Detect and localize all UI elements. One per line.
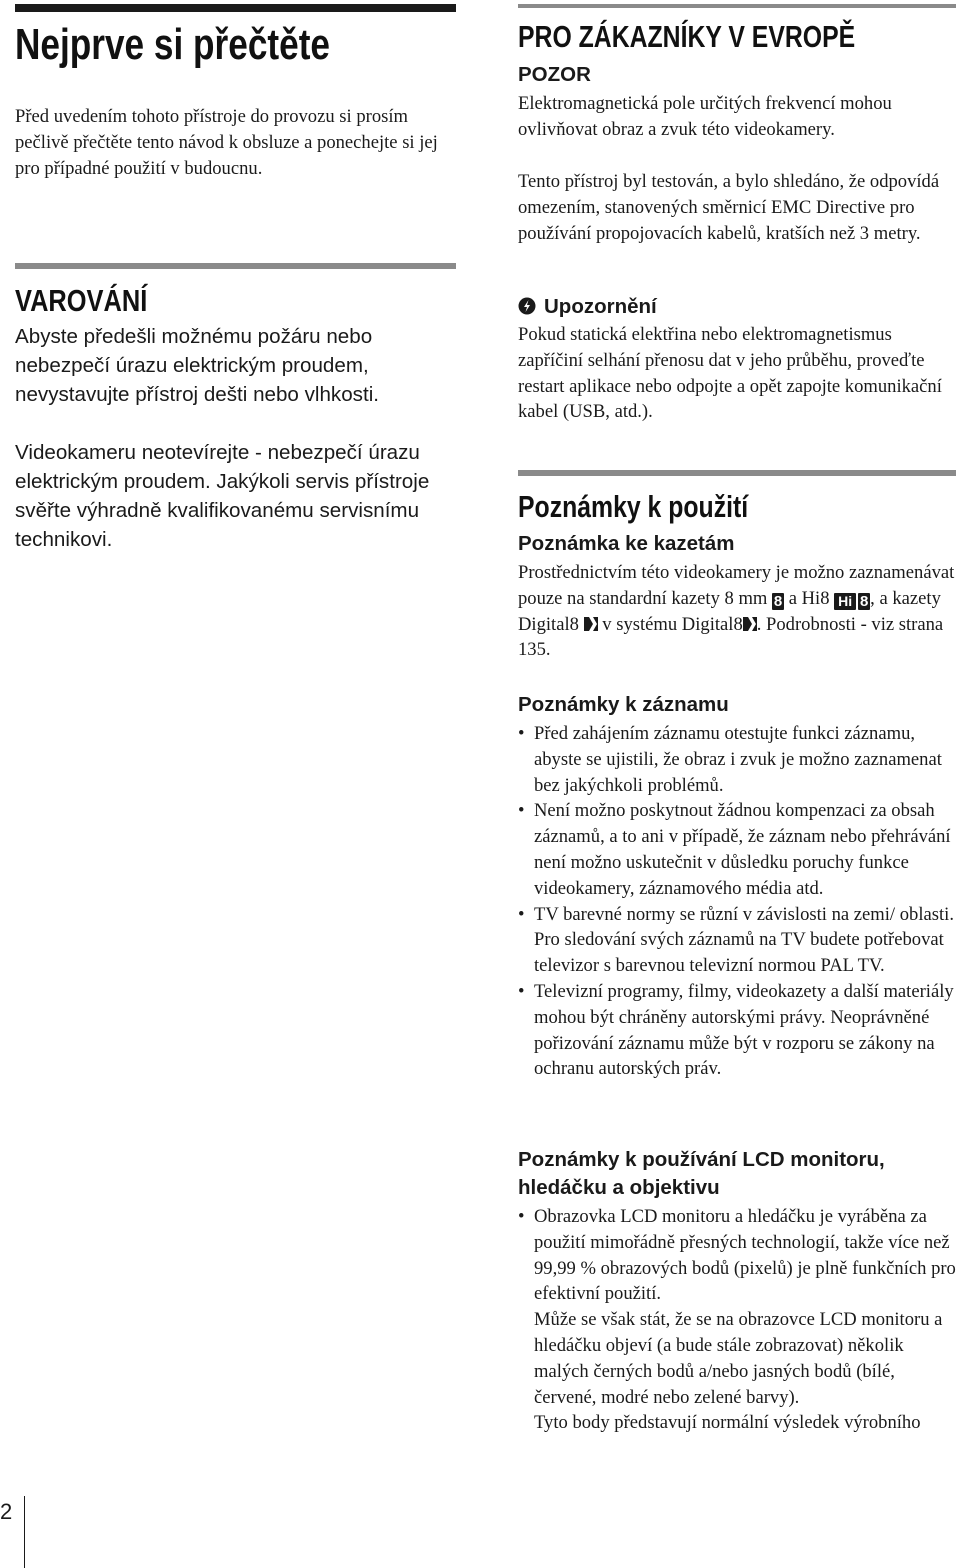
list-item: • Televizní programy, filmy, videokazety a další materiály mohou být chráněny autorskými právy. Neoprávněné pořizování záznamu může být v rozporu se zákony na ochranu autorských práv.	[518, 979, 958, 1082]
list-item: • TV barevné normy se různí v závislosti na zemi/ oblasti. Pro sledování svých záznamů na TV budete potřebovat televizor s barevnou televizní normou PAL TV.	[518, 902, 958, 979]
pozor-text: Elektromagnetická pole určitých frekvencí mohou ovlivňovat obraz a zvuk této videokamery.	[518, 93, 892, 140]
list-item: • Není možno poskytnout žádnou kompenzaci za obsah záznamů, a to ani v případě, že záznam nebo přehrávání není možno uskutečnit v důsledku poruchy funkce videokamery, záznamového média atd.	[518, 798, 958, 901]
lcd-text-3: Tyto body představují normální výsledek výrobního	[534, 1412, 921, 1434]
notes-heading: Poznámky k použití	[518, 489, 749, 524]
notes-rule	[518, 470, 956, 476]
page-title: Nejprve si přečtěte	[15, 20, 330, 69]
warning-text-1: Abyste předešli možnému požáru nebo nebezpečí úrazu elektrickým proudem, nevystavujte přístroj dešti nebo vlhkosti.	[15, 325, 380, 406]
caution-icon	[518, 297, 536, 315]
title-rule	[15, 4, 456, 12]
intro-text: Před uvedením tohoto přístroje do provozu si prosím pečlivě přečtěte tento návod k obsluze a ponechejte si jej pro případné použití v budoucnu.	[15, 106, 438, 179]
tested-text: Tento přístroj byl testován, a bylo shledáno, že odpovídá omezením, stanovených směrnicí EMC Directive pro používání propojovacích kabelů, kratších než 3 metry.	[518, 171, 940, 244]
cassettes-text-1: Prostřednictvím této videokamery je možno zaznamenávat pouze na standardní kazety 8 mm	[518, 562, 955, 609]
lcd-heading: Poznámky k používání LCD monitoru, hledáčku a objektivu	[518, 1148, 885, 1199]
digital8-icon	[743, 617, 757, 631]
cassettes-heading: Poznámka ke kazetám	[518, 532, 735, 555]
page-number: 2	[0, 1499, 13, 1524]
cassettes-text-5: . Podrobnosti - viz strana 135.	[518, 613, 944, 661]
eu-rule	[518, 4, 956, 8]
eu-heading: PRO ZÁKAZNÍKY V EVROPĚ	[518, 19, 856, 54]
cassette-hi8-8-icon: 8	[859, 592, 869, 610]
recording-heading: Poznámky k záznamu	[518, 693, 729, 716]
list-item	[518, 1204, 958, 1436]
cassettes-text	[518, 560, 958, 663]
upozorneni-label: Upozornění	[544, 295, 657, 318]
warning-text-2: Videokameru neotevírejte - nebezpečí úrazu elektrickým proudem. Jakýkoli servis přístroje svěřte výhradně kvalifikovanému servisnímu technikovi.	[15, 441, 430, 551]
upozorneni-text: Pokud statická elektřina nebo elektromagnetismus zapříčiní selhání přenosu dat v jeho průběhu, proveďte restart aplikace nebo odpojte a opět zapojte komunikační kabel (USB, atd.).	[518, 324, 942, 423]
pozor-heading: POZOR	[518, 63, 591, 86]
list-item: • Před zahájením záznamu otestujte funkci záznamu, abyste se ujistili, že obraz i zvuk je možno zaznamenat bez jakýchkoli problémů.	[518, 721, 958, 798]
upozorneni-heading	[518, 293, 657, 321]
digital8-icon	[584, 617, 598, 631]
cassette-8mm-icon: 8	[773, 592, 783, 610]
cassette-hi8-icon: Hi	[834, 593, 856, 610]
warning-rule	[15, 263, 456, 269]
cassettes-text-4: v systému Digital8	[602, 613, 743, 635]
lcd-list	[518, 1204, 958, 1436]
warning-heading: VAROVÁNÍ	[15, 283, 148, 318]
page-number-rule	[24, 1496, 25, 1568]
cassettes-text-3: , a kazety Digital8	[518, 587, 941, 635]
cassettes-text-2: a Hi8	[788, 587, 830, 609]
lcd-text-1: Obrazovka LCD monitoru a hledáčku je vyráběna za použití mimořádně přesných technologií, takže více než 99,99 % obrazových bodů (pixelů) je plně funkčních pro efektivní použití.	[534, 1206, 956, 1305]
lcd-text-2: Může se však stát, že se na obrazovce LCD monitoru a hledáčku objeví (a bude stále zobrazovat) několik malých černých bodů a/nebo jasných bodů (bílé, červené, modré nebo zelené barvy).	[534, 1309, 943, 1408]
recording-list	[518, 721, 958, 1082]
